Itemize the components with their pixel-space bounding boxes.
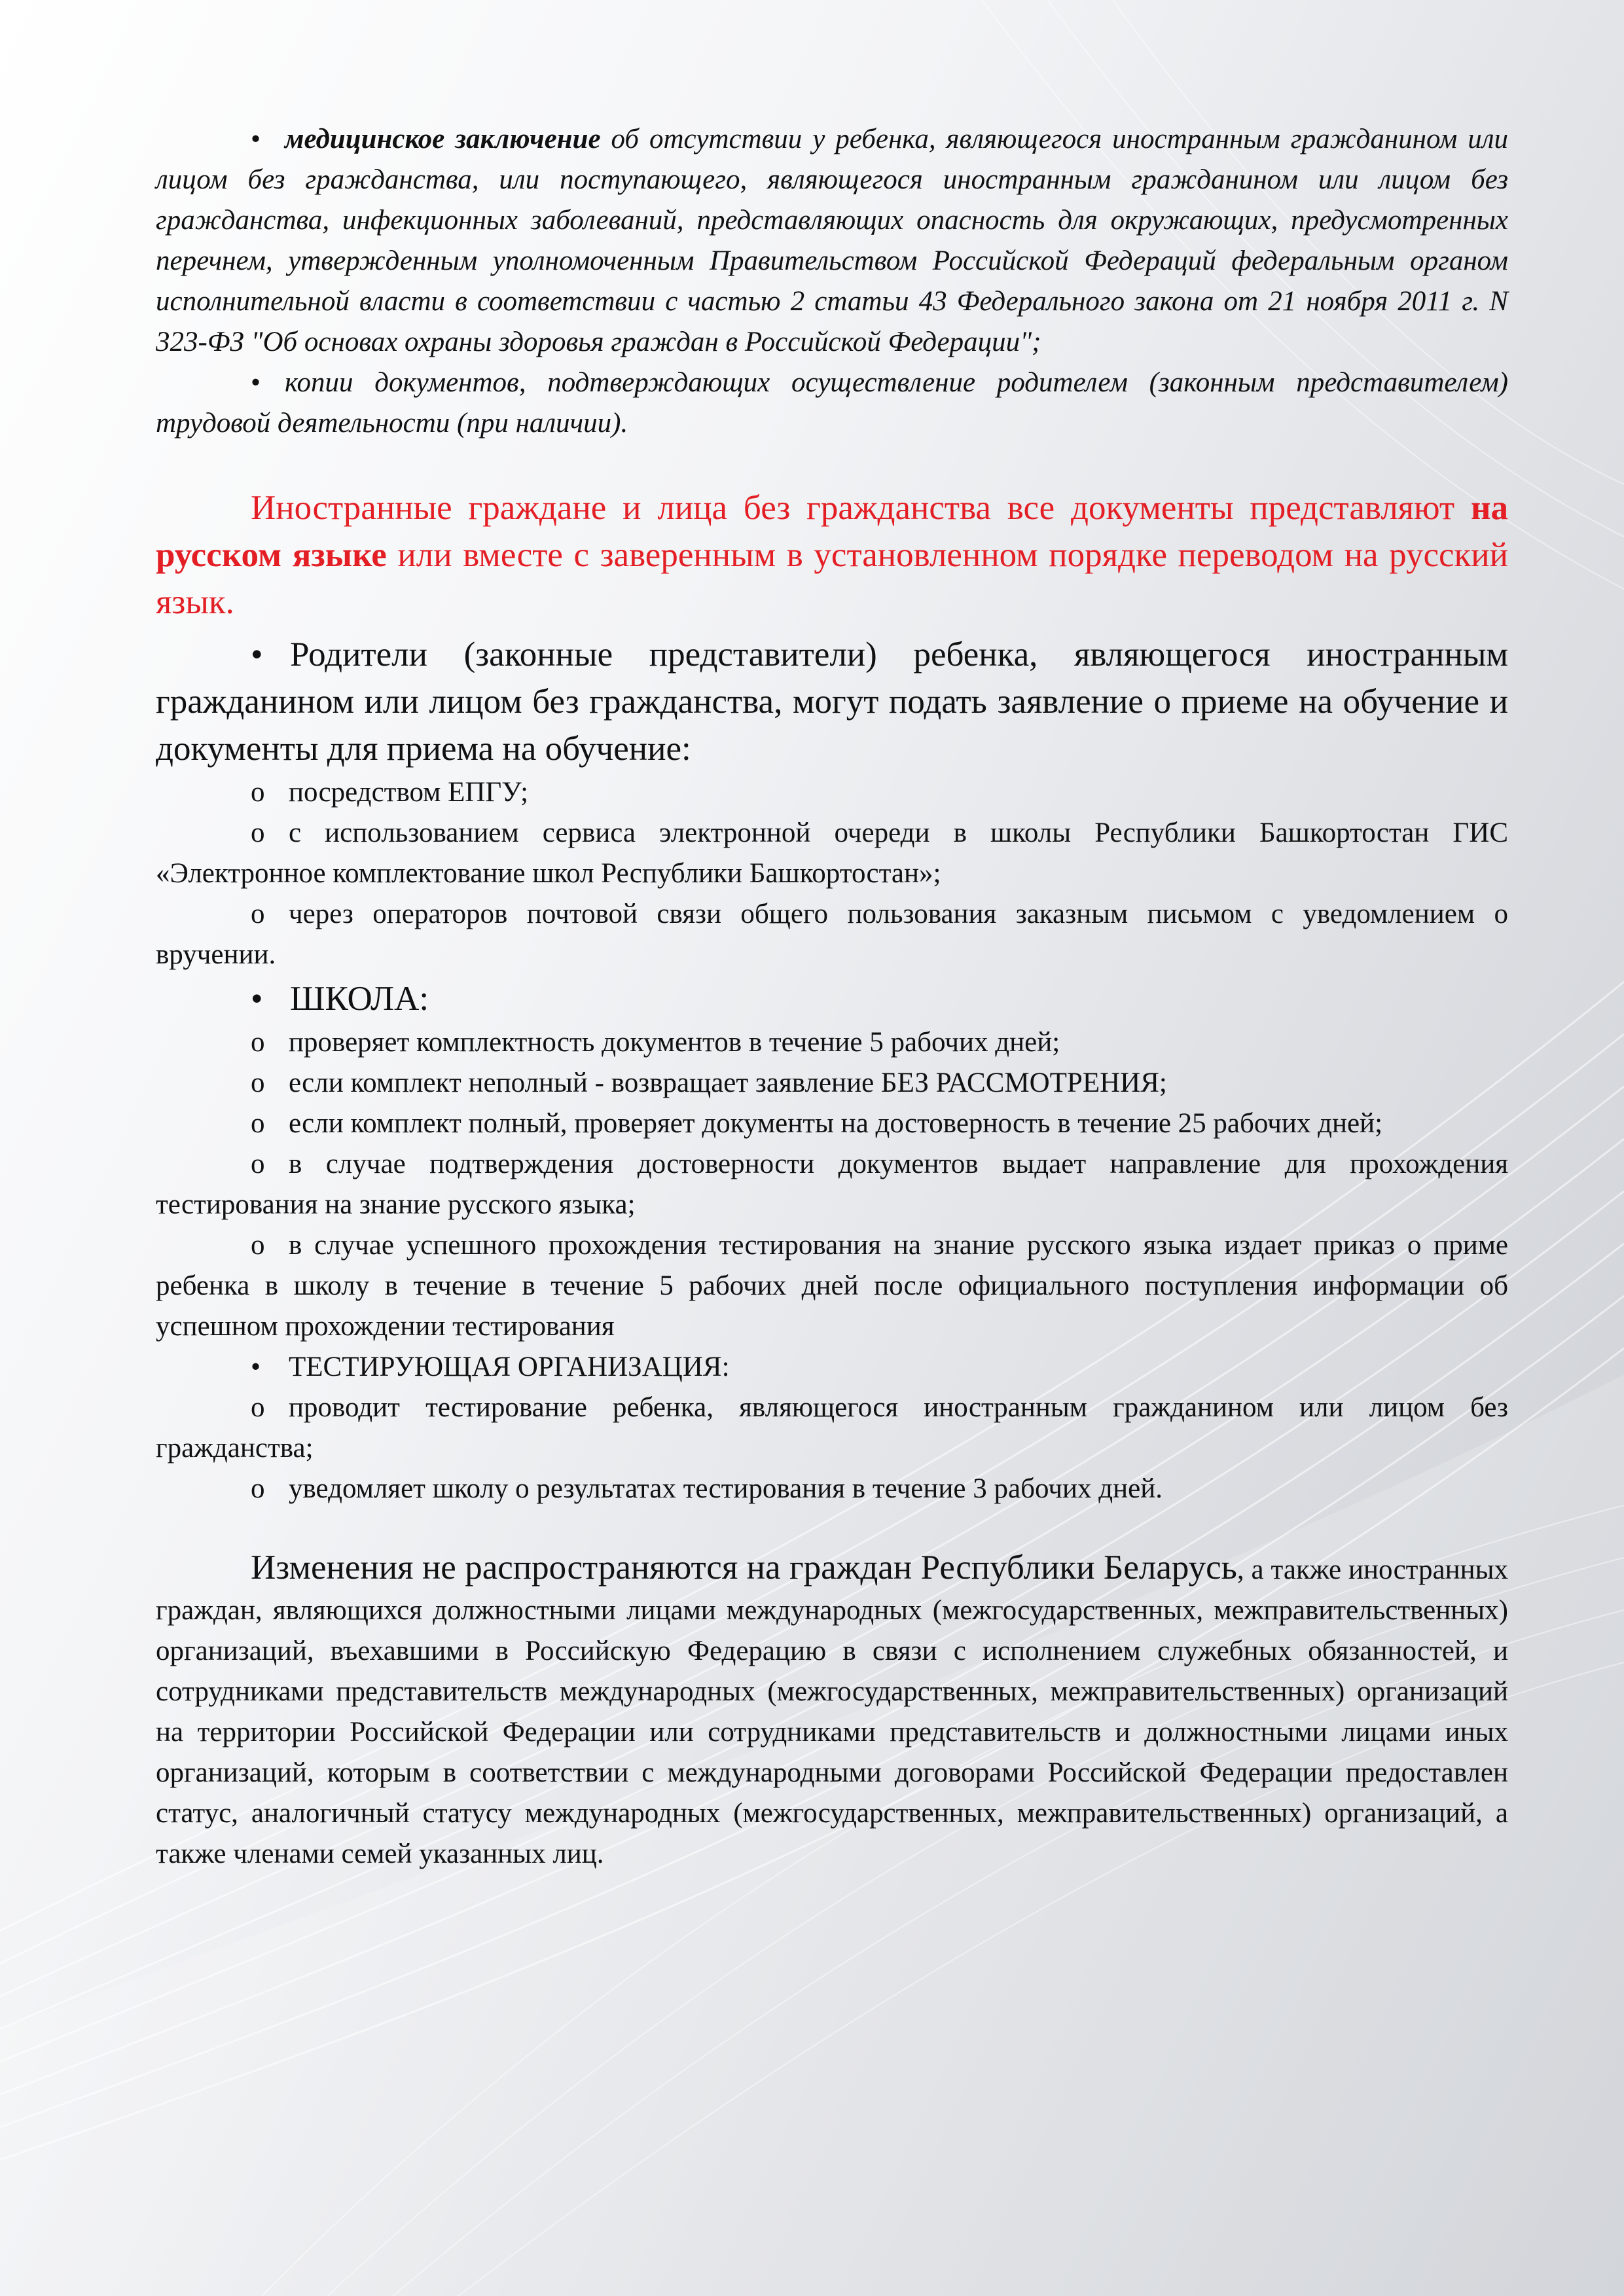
circle-bullet-icon: o bbox=[251, 777, 265, 808]
circle-bullet-icon: o bbox=[251, 899, 265, 929]
list-item-text: проверяет комплектность документов в течение 5 рабочих дней; bbox=[289, 1027, 1060, 1058]
list-item bbox=[156, 1144, 1508, 1225]
list-item-text: если комплект неполный - возвращает заявление БЕЗ РАССМОТРЕНИЯ; bbox=[289, 1067, 1167, 1098]
exceptions-text: , а также иностранных граждан, являющихся должностными лицами международных (межгосударственных, межправительственных) организаций, въехавшими в Российскую Федерацию в связи с исполнением служебных обязанностей, и сотрудниками представительств международных (межгосударственных, межправительственных) организаций на территории Российской Федерации или сотрудниками представительств и должностными лицами иных организаций, которым в соответствии с международными договорами Российской Федерации предоставлен статус, аналогичный статусу международных (межгосударственных, межправительственных) организаций, а также членами семей указанных лиц. bbox=[156, 1554, 1509, 1869]
circle-bullet-icon: o bbox=[251, 1067, 265, 1098]
parents-paragraph bbox=[156, 631, 1508, 772]
list-item bbox=[156, 1469, 1508, 1509]
circle-bullet-icon: o bbox=[251, 817, 265, 848]
bullet-icon: • bbox=[251, 1352, 261, 1382]
list-item-text: с использованием сервиса электронной очереди в школы Республики Башкортостан ГИС «Электронное комплектование школ Республики Башкортостан»; bbox=[156, 817, 1508, 889]
bold-term: медицинское заключение bbox=[285, 124, 601, 154]
document-content bbox=[156, 111, 1508, 1874]
circle-bullet-icon: o bbox=[251, 1149, 265, 1179]
list-item-text: если комплект полный, проверяет документы на достоверность в течение 25 рабочих дней; bbox=[289, 1108, 1383, 1139]
exceptions-lead: Изменения не распространяются на граждан Республики Беларусь bbox=[251, 1549, 1237, 1587]
testing-title: ТЕСТИРУЮЩАЯ ОРГАНИЗАЦИЯ: bbox=[289, 1352, 730, 1382]
list-item-text: в случае успешного прохождения тестирования на знание русского языка издает приказ о приме ребенка в школу в течение в течение 5 рабочих дней после официального поступления информации об успешном прохождении тестирования bbox=[156, 1230, 1508, 1342]
list-item-text: через операторов почтовой связи общего пользования заказным письмом с уведомлением о вручении. bbox=[156, 899, 1508, 970]
circle-bullet-icon: o bbox=[251, 1473, 265, 1504]
bullet-icon: • bbox=[251, 367, 261, 398]
notice-bold-text: на русском языке bbox=[156, 489, 1508, 574]
list-item bbox=[156, 1063, 1508, 1103]
list-item-text: об отсутствии у ребенка, являющегося иностранным гражданином или лицом без гражданства, или поступающего, являющегося иностранным гражданином или лицом без гражданства, инфекционных заболеваний, представляющих опасность для окружающих, предусмотренных перечнем, утвержденным уполномоченным Правительством Российской Федераций федеральным органом исполнительной власти в соответствии с частью 2 статьи 43 Федерального закона от 21 ноября 2011 г. N 323-ФЗ "Об основах охраны здоровья граждан в Российской Федерации"; bbox=[156, 124, 1508, 357]
list-item bbox=[156, 1022, 1508, 1063]
parents-text: Родители (законные представители) ребенка, являющегося иностранным гражданином или лицом без гражданства, могут подать заявление о приеме на обучение и документы для приема на обучение: bbox=[156, 636, 1508, 768]
circle-bullet-icon: o bbox=[251, 1027, 265, 1058]
bullet-icon: • bbox=[251, 124, 261, 154]
list-item-text: уведомляет школу о результатах тестирования в течение 3 рабочих дней. bbox=[289, 1473, 1163, 1504]
school-heading bbox=[156, 975, 1508, 1022]
bullet-icon: • bbox=[251, 636, 263, 673]
list-item bbox=[156, 1103, 1508, 1144]
circle-bullet-icon: o bbox=[251, 1230, 265, 1261]
notice-text-1: Иностранные граждане и лица без гражданства все документы представляют bbox=[251, 489, 1471, 527]
list-item-text: посредством ЕПГУ; bbox=[289, 777, 529, 808]
list-item bbox=[156, 894, 1508, 975]
list-item bbox=[156, 1388, 1508, 1469]
circle-bullet-icon: o bbox=[251, 1108, 265, 1139]
testing-heading bbox=[156, 1347, 1508, 1388]
school-title: ШКОЛА: bbox=[290, 980, 429, 1018]
list-item bbox=[156, 1225, 1508, 1347]
list-item-medical-certificate bbox=[156, 119, 1508, 363]
list-item-employment-docs bbox=[156, 363, 1508, 444]
list-item bbox=[156, 813, 1508, 894]
list-item-text: копии документов, подтверждающих осуществление родителем (законным представителем) трудовой деятельности (при наличии). bbox=[156, 367, 1508, 439]
list-item-text: проводит тестирование ребенка, являющегося иностранным гражданином или лицом без гражданства; bbox=[156, 1392, 1508, 1463]
circle-bullet-icon: o bbox=[251, 1392, 265, 1423]
notice-text-2: или вместе с заверенным в установленном порядке переводом на русский язык. bbox=[156, 536, 1509, 621]
exceptions-paragraph bbox=[156, 1547, 1508, 1874]
bullet-icon: • bbox=[251, 980, 263, 1018]
list-item bbox=[156, 772, 1508, 813]
list-item-text: в случае подтверждения достоверности документов выдает направление для прохождения тестирования на знание русского языка; bbox=[156, 1149, 1508, 1220]
notice-paragraph bbox=[156, 484, 1508, 626]
